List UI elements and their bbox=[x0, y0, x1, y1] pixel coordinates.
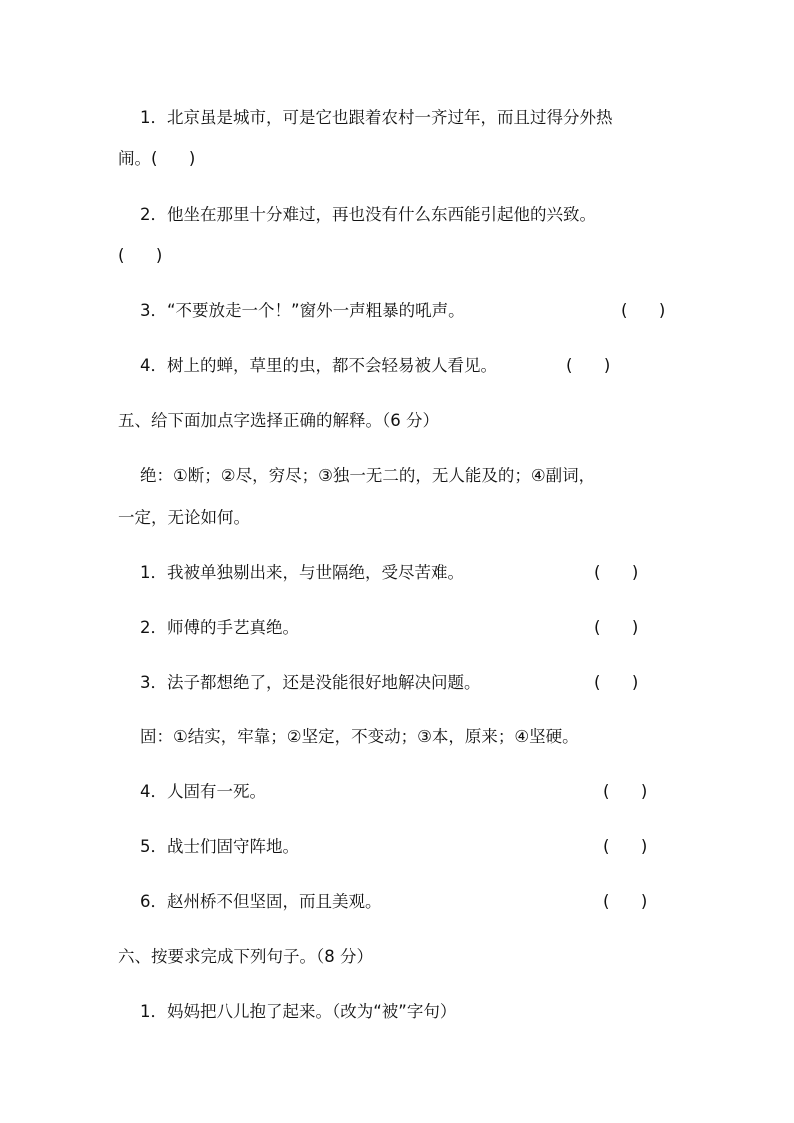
question-5-5-text: 5．战士们固守阵地。 bbox=[140, 837, 299, 856]
question-5-4-text: 4．人固有一死。 bbox=[140, 782, 266, 801]
question-4-3-answer-paren[interactable]: ( ) bbox=[621, 301, 666, 320]
section-6-heading: 六、按要求完成下列句子。（8 分） bbox=[118, 947, 373, 966]
question-5-1-text: 1．我被单独剔出来，与世隔绝，受尽苦难。 bbox=[140, 563, 464, 582]
question-5-6-answer-paren[interactable]: ( ) bbox=[603, 892, 648, 911]
question-5-6-text: 6．赵州桥不但坚固，而且美观。 bbox=[140, 892, 382, 911]
question-6-1-text: 1．妈妈把八儿抱了起来。（改为“被”字句） bbox=[140, 1002, 457, 1021]
gu-definitions: 固：①结实，牢靠；②坚定，不变动；③本，原来；④坚硬。 bbox=[140, 727, 579, 746]
question-5-3-text: 3．法子都想绝了，还是没能很好地解决问题。 bbox=[140, 673, 481, 692]
question-4-4-text: 4．树上的蝉，草里的虫，都不会轻易被人看见。 bbox=[140, 356, 497, 375]
question-5-2-answer-paren[interactable]: ( ) bbox=[594, 618, 639, 637]
question-4-1-line2[interactable]: 闹。( ) bbox=[118, 149, 196, 168]
question-4-3-text: 3．“不要放走一个！”窗外一声粗暴的吼声。 bbox=[140, 301, 465, 320]
question-5-2-text: 2．师傅的手艺真绝。 bbox=[140, 618, 299, 637]
question-5-3-answer-paren[interactable]: ( ) bbox=[594, 673, 639, 692]
question-4-4-answer-paren[interactable]: ( ) bbox=[566, 356, 611, 375]
question-5-1-answer-paren[interactable]: ( ) bbox=[594, 563, 639, 582]
section-5-heading: 五、给下面加点字选择正确的解释。（6 分） bbox=[118, 411, 439, 430]
question-4-1-line1: 1．北京虽是城市，可是它也跟着农村一齐过年，而且过得分外热 bbox=[140, 108, 613, 127]
question-4-2-answer-paren[interactable]: ( ) bbox=[118, 246, 163, 265]
jue-definitions-line1: 绝：①断；②尽，穷尽；③独一无二的，无人能及的；④副词， bbox=[140, 466, 596, 485]
question-5-5-answer-paren[interactable]: ( ) bbox=[603, 837, 648, 856]
question-5-4-answer-paren[interactable]: ( ) bbox=[603, 782, 648, 801]
jue-definitions-line2: 一定，无论如何。 bbox=[118, 508, 250, 527]
question-4-2-line1: 2．他坐在那里十分难过，再也没有什么东西能引起他的兴致。 bbox=[140, 205, 596, 224]
